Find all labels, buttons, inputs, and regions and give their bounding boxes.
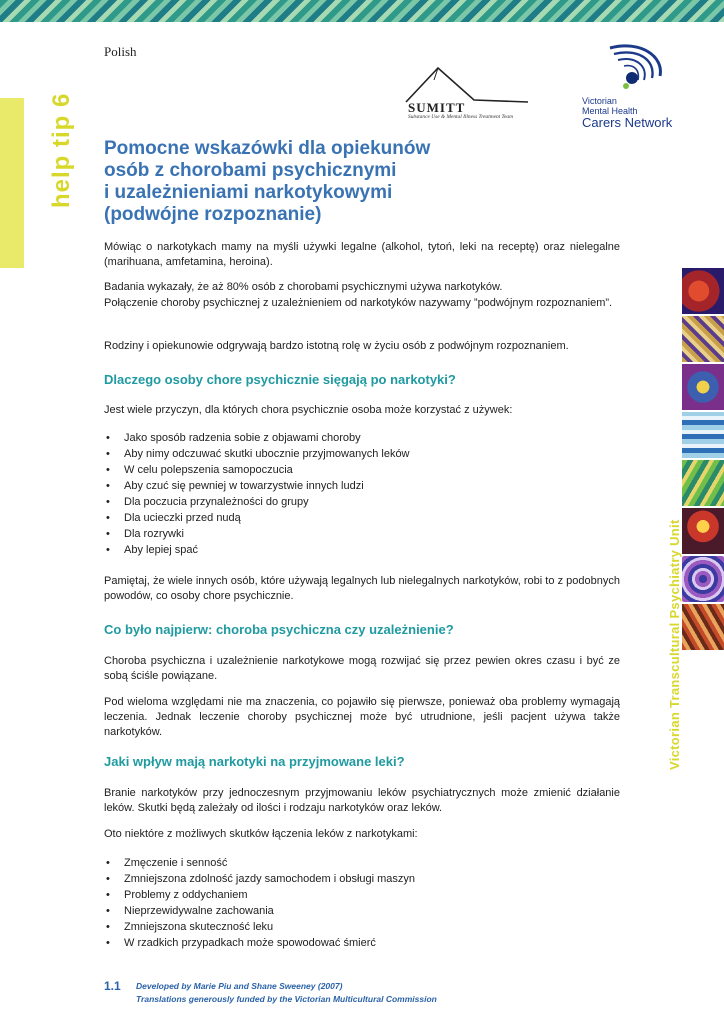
intro-paragraph-2a: Badania wykazały, że aż 80% osób z chorobami psychicznymi używa narkotyków.	[104, 281, 503, 293]
list-item: • Dla poczucia przynależności do grupy	[106, 496, 309, 508]
list-item: • W celu polepszenia samopoczucia	[106, 464, 293, 476]
artwork-tile	[682, 412, 724, 458]
page-number: 1.1	[104, 979, 121, 993]
credit-line-1: Developed by Marie Piu and Shane Sweeney (2007)	[136, 981, 343, 991]
list-item: • Zmniejszona skuteczność leku	[106, 921, 274, 933]
section1-lead: Jest wiele przyczyn, dla których chora psychicznie osoba może korzystać z używek:	[104, 404, 513, 416]
list-item: • Zmęczenie i senność	[106, 857, 228, 869]
section1-heading: Dlaczego osoby chore psychicznie sięgają po narkotyki?	[104, 372, 456, 387]
section2-heading: Co było najpierw: choroba psychiczna czy uzależnienie?	[104, 622, 454, 637]
list-item: • Problemy z oddychaniem	[106, 889, 248, 901]
credit-line-2: Translations generously funded by the Victorian Multicultural Commission	[136, 994, 437, 1004]
list-item: • Aby lepiej spać	[106, 544, 198, 556]
section2-paragraph-2: Pod wieloma względami nie ma znaczenia, co pojawiło się pierwsze, ponieważ oba problemy wymagają leczenia. Jednak leczenie choroby psychicznej może być utrudnione, jeśli pacjent używa także narkotyków.	[104, 696, 620, 738]
footer-credits	[136, 980, 437, 1006]
list-item: • Nieprzewidywalne zachowania	[106, 905, 274, 917]
carers-line3: Carers Network	[582, 115, 673, 130]
carers-network-swirl-icon	[580, 40, 666, 100]
list-item: • Zmniejszona zdolność jazdy samochodem i obsługi maszyn	[106, 873, 416, 885]
list-item: • W rzadkich przypadkach może spowodować śmierć	[106, 937, 376, 949]
section3-paragraph-1: Branie narkotyków przy jednoczesnym przyjmowaniu leków psychiatrycznych może zmienić działanie leków. Skutki będą zależały od ilości i rodzaju narkotyków oraz leków.	[104, 787, 620, 814]
sumitt-subtitle: Substance Use & Mental Illness Treatment Team	[408, 114, 514, 120]
intro-paragraph-2b: Połączenie choroby psychicznej z uzależnieniem od narkotyków nazywamy ”podwójnym rozpoznaniem”.	[104, 297, 613, 309]
section2-paragraph-1: Choroba psychiczna i uzależnienie narkotykowe mogą rozwijać się przez pewien okres czasu i być ze sobą ściśle powiązane.	[104, 655, 620, 682]
section3-heading: Jaki wpływ mają narkotyki na przyjmowane leki?	[104, 754, 405, 769]
carers-network-wordmark	[582, 96, 672, 129]
title-line-4: (podwójne rozpoznanie)	[104, 204, 322, 225]
artwork-tile	[682, 364, 724, 410]
carers-line1: Victorian	[582, 96, 617, 106]
list-item: • Dla ucieczki przed nudą	[106, 512, 241, 524]
language-label: Polish	[104, 44, 137, 59]
title-line-3: i uzależnieniami narkotykowymi	[104, 182, 393, 203]
section1-bullet-list	[104, 430, 410, 558]
help-tip-label: help tip 6	[48, 92, 75, 208]
artwork-tile	[682, 268, 724, 314]
section3-lead: Oto niektóre z możliwych skutków łączenia leków z narkotykami:	[104, 828, 418, 840]
artwork-tile	[682, 604, 724, 650]
artwork-tile	[682, 508, 724, 554]
artwork-tile	[682, 556, 724, 602]
unit-vertical-label: Victorian Transcultural Psychiatry Unit	[667, 519, 682, 770]
section3-bullet-list	[104, 855, 415, 951]
list-item: • Jako sposób radzenia sobie z objawami choroby	[106, 432, 361, 444]
decorative-artwork-strip	[682, 268, 724, 690]
page-title	[104, 138, 504, 226]
artwork-tile	[682, 316, 724, 362]
title-line-2: osób z chorobami psychicznymi	[104, 160, 397, 181]
decorative-top-band	[0, 0, 724, 22]
artwork-tile	[682, 460, 724, 506]
section1-closing: Pamiętaj, że wiele innych osób, które używają legalnych lub nielegalnych narkotyków, robi to z podobnych powodów, co osoby chore psychicznie.	[104, 575, 620, 602]
side-accent-bar	[0, 98, 24, 268]
list-item: • Dla rozrywki	[106, 528, 184, 540]
list-item: • Aby czuć się pewniej w towarzystwie innych ludzi	[106, 480, 364, 492]
sumitt-name: SUMITT	[408, 100, 466, 115]
title-line-1: Pomocne wskazówki dla opiekunów	[104, 138, 431, 159]
intro-paragraph-3: Rodziny i opiekunowie odgrywają bardzo istotną rolę w życiu osób z podwójnym rozpoznaniem.	[104, 340, 569, 352]
intro-paragraph-1: Mówiąc o narkotykach mamy na myśli używki legalne (alkohol, tytoń, leki na receptę) oraz nielegalne (marihuana, amfetamina, heroina).	[104, 241, 620, 268]
carers-line2: Mental Health	[582, 106, 638, 116]
list-item: • Aby nimy odczuwać skutki ubocznie przyjmowanych leków	[106, 448, 410, 460]
